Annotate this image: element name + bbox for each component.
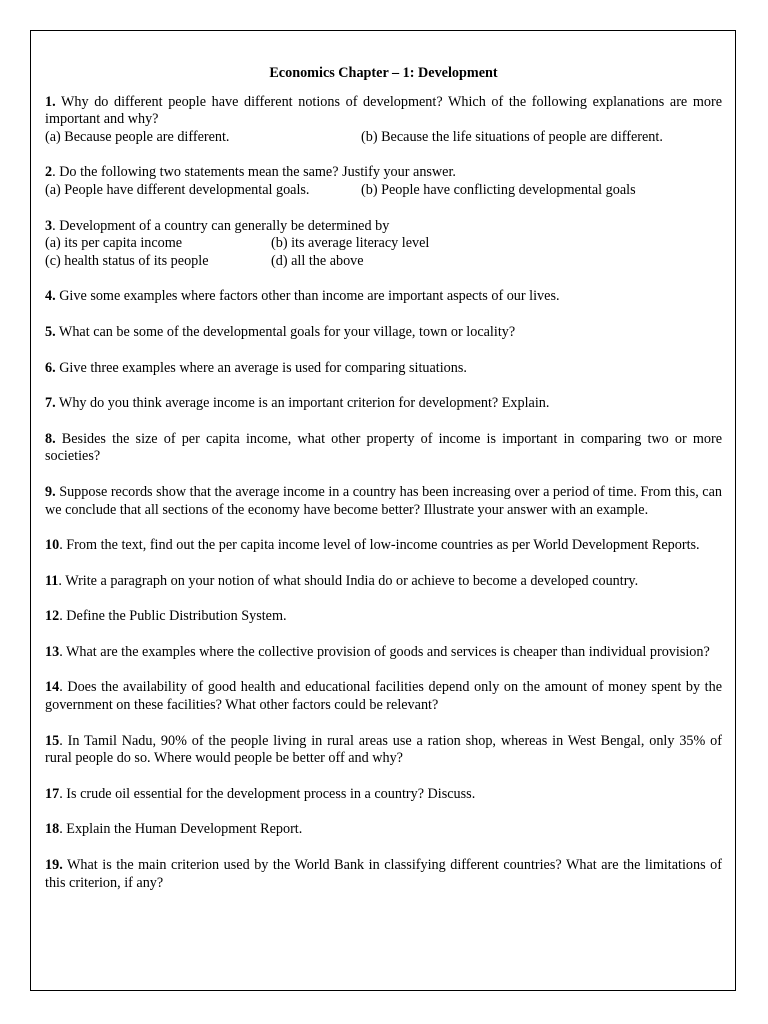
question-number: 15 xyxy=(45,732,60,749)
option-a: (a) People have different developmental goals. xyxy=(45,181,310,198)
question-text: . What are the examples where the collective provision of goods and services is cheaper than individual provision? xyxy=(59,643,710,660)
question-text: . Does the availability of good health and educational facilities depend only on the amount of money spent by the government on these facilities? What other factors could be relevant? xyxy=(45,679,722,714)
question-text: . Development of a country can generally be determined by xyxy=(52,217,390,234)
question-14 xyxy=(45,679,722,714)
page-title: Economics Chapter – 1: Development xyxy=(269,65,498,81)
question-number: 13 xyxy=(45,643,60,660)
question-number: 6. xyxy=(45,359,56,376)
option-a: (a) its per capita income xyxy=(45,235,183,252)
question-number: 8. xyxy=(45,430,56,447)
option-b: (b) its average literacy level xyxy=(271,235,430,252)
question-number: 17 xyxy=(45,785,60,802)
option-b: (b) People have conflicting developmental goals xyxy=(361,181,636,198)
option-d: (d) all the above xyxy=(271,252,364,269)
question-number: 14 xyxy=(45,679,60,696)
option-c: (c) health status of its people xyxy=(45,252,209,269)
question-4 xyxy=(45,288,722,306)
question-7 xyxy=(45,395,722,413)
question-text: Give three examples where an average is used for comparing situations. xyxy=(55,359,467,376)
options-row xyxy=(45,129,722,147)
question-17 xyxy=(45,786,722,804)
question-11 xyxy=(45,573,722,591)
options-row xyxy=(45,182,722,200)
option-a: (a) Because people are different. xyxy=(45,128,230,145)
question-text: . Define the Public Distribution System. xyxy=(59,608,287,625)
option-b: (b) Because the life situations of people are different. xyxy=(361,128,663,145)
question-number: 4. xyxy=(45,288,56,305)
question-number: 7. xyxy=(45,395,56,412)
question-number: 18 xyxy=(45,821,60,838)
question-number: 9. xyxy=(45,483,56,500)
question-text: Why do you think average income is an important criterion for development? Explain. xyxy=(55,395,550,412)
question-number: 12 xyxy=(45,608,60,625)
question-text: . Explain the Human Development Report. xyxy=(59,821,303,838)
question-number: 5. xyxy=(45,323,56,340)
options-row xyxy=(45,253,722,271)
question-text: Give some examples where factors other than income are important aspects of our lives. xyxy=(55,288,560,305)
question-text: What can be some of the developmental goals for your village, town or locality? xyxy=(55,323,516,340)
question-2 xyxy=(45,164,722,199)
question-number: 1. xyxy=(45,93,56,110)
options-row xyxy=(45,235,722,253)
question-10 xyxy=(45,537,722,555)
question-8 xyxy=(45,431,722,466)
question-number: 10 xyxy=(45,537,60,554)
question-5 xyxy=(45,324,722,342)
question-text: . In Tamil Nadu, 90% of the people living in rural areas use a ration shop, whereas in West Bengal, only 35% of rural people do so. Where would people be better off and why? xyxy=(45,732,722,767)
question-13 xyxy=(45,644,722,662)
question-text: Besides the size of per capita income, what other property of income is important in comparing two or more societies? xyxy=(45,430,722,465)
question-15 xyxy=(45,733,722,768)
question-number: 19. xyxy=(45,857,63,874)
question-text: . From the text, find out the per capita income level of low-income countries as per World Development Reports. xyxy=(59,537,700,554)
question-number: 11 xyxy=(45,572,59,589)
question-9 xyxy=(45,484,722,519)
question-12 xyxy=(45,608,722,626)
question-number: 2 xyxy=(45,164,53,181)
question-text: . Do the following two statements mean the same? Justify your answer. xyxy=(52,164,456,181)
question-text: . Write a paragraph on your notion of what should India do or achieve to become a developed country. xyxy=(58,572,639,589)
question-text: Suppose records show that the average income in a country has been increasing over a period of time. From this, can we conclude that all sections of the economy have become better? Illustrate your answer with an example. xyxy=(45,483,722,518)
question-text: What is the main criterion used by the World Bank in classifying different countries? What are the limitations of this criterion, if any? xyxy=(45,857,722,891)
document-body xyxy=(45,65,722,910)
question-3 xyxy=(45,218,722,271)
question-1 xyxy=(45,94,722,147)
question-text: . Is crude oil essential for the development process in a country? Discuss. xyxy=(59,785,476,802)
question-number: 3 xyxy=(45,217,53,234)
question-text: Why do different people have different notions of development? Which of the following explanations are more important and why? xyxy=(45,93,722,128)
question-18 xyxy=(45,821,722,839)
question-6 xyxy=(45,360,722,378)
question-19 xyxy=(45,857,722,892)
